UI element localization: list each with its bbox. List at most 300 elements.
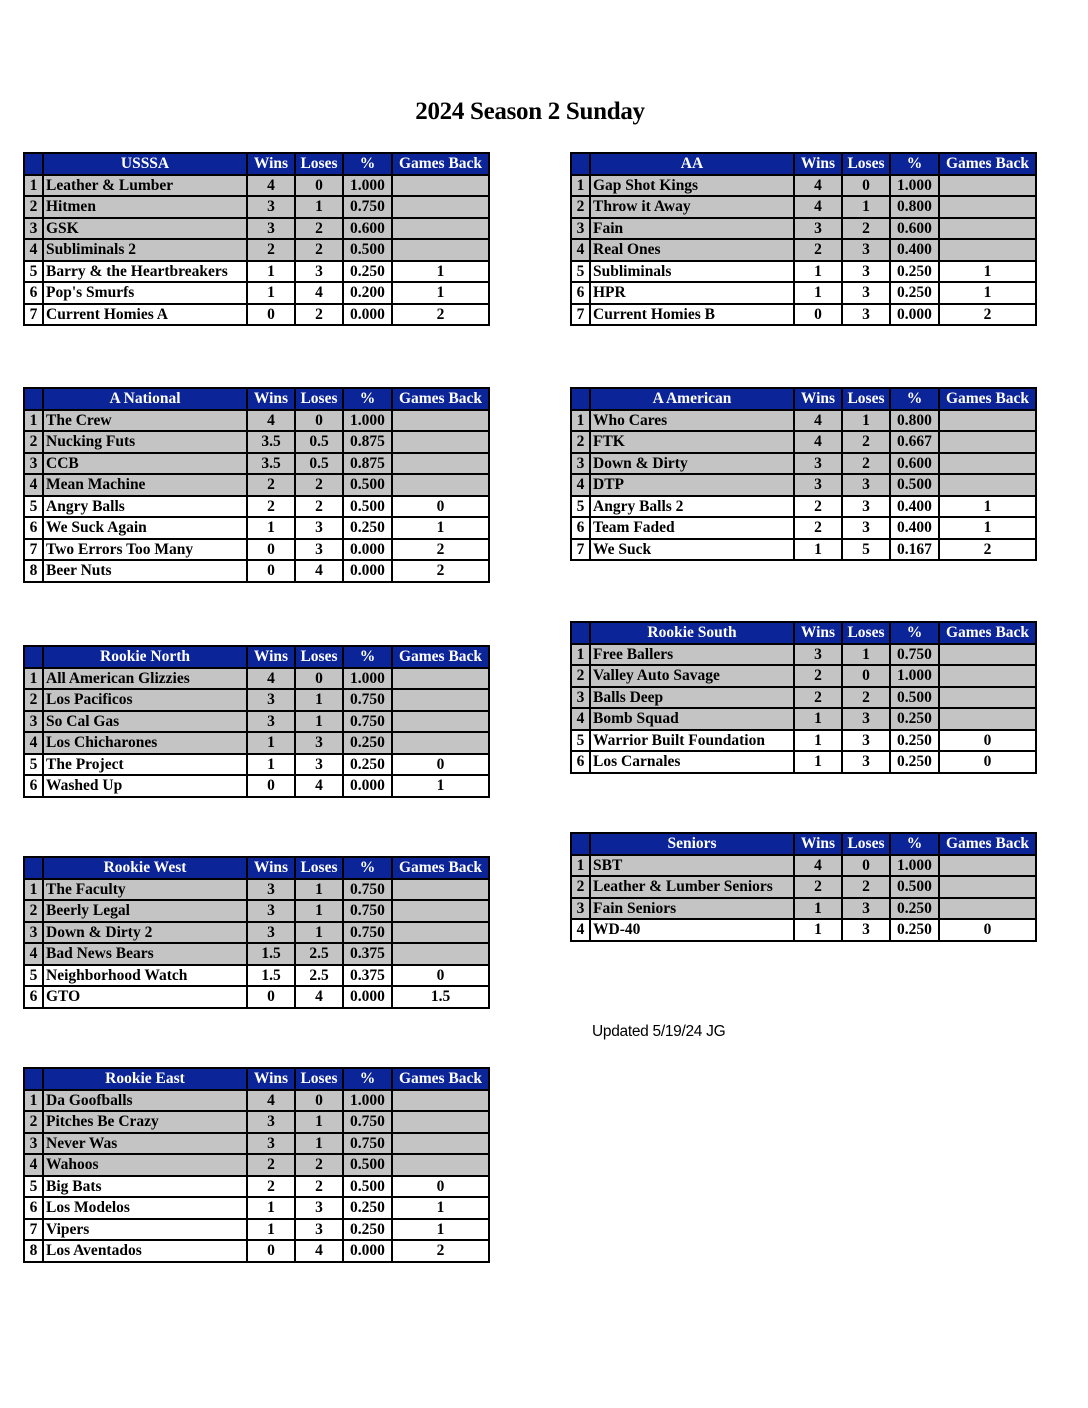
pct-cell: 0.000 <box>343 775 392 797</box>
pct-cell: 0.750 <box>343 1133 392 1155</box>
pct-cell: 0.600 <box>890 453 939 475</box>
rank-cell: 1 <box>24 410 43 432</box>
loses-cell: 4 <box>295 282 343 304</box>
team-name-cell: Los Chicharones <box>43 732 247 754</box>
wins-cell: 4 <box>794 196 842 218</box>
loses-cell: 2 <box>295 1154 343 1176</box>
games-back-cell <box>392 175 489 197</box>
rank-cell: 1 <box>24 175 43 197</box>
table-row <box>24 304 489 326</box>
table-row <box>24 196 489 218</box>
team-name-cell: Who Cares <box>590 410 794 432</box>
rank-cell: 1 <box>571 410 590 432</box>
standings-table <box>570 832 1037 942</box>
wins-cell: 4 <box>794 175 842 197</box>
games-back-cell: 1 <box>392 775 489 797</box>
games-back-cell <box>392 1154 489 1176</box>
pct-cell: 0.750 <box>343 1111 392 1133</box>
rank-cell: 3 <box>571 687 590 709</box>
loses-cell: 1 <box>295 196 343 218</box>
division-name: Rookie North <box>43 646 247 668</box>
pct-cell: 0.250 <box>343 517 392 539</box>
team-name-cell: We Suck Again <box>43 517 247 539</box>
division-name: USSSA <box>43 153 247 175</box>
loses-cell: 2 <box>842 876 890 898</box>
table-row <box>24 218 489 240</box>
team-name-cell: Never Was <box>43 1133 247 1155</box>
table-row <box>24 474 489 496</box>
games-back-cell <box>392 410 489 432</box>
wins-cell: 3 <box>794 453 842 475</box>
pct-cell: 0.500 <box>890 687 939 709</box>
loses-cell: 0 <box>842 175 890 197</box>
wins-header: Wins <box>794 833 842 855</box>
team-name-cell: So Cal Gas <box>43 711 247 733</box>
table-row <box>571 876 1036 898</box>
loses-cell: 3 <box>295 754 343 776</box>
team-name-cell: Subliminals <box>590 261 794 283</box>
pct-cell: 0.667 <box>890 431 939 453</box>
team-name-cell: Pop's Smurfs <box>43 282 247 304</box>
team-name-cell: Wahoos <box>43 1154 247 1176</box>
loses-header: Loses <box>295 153 343 175</box>
wins-cell: 1 <box>794 539 842 561</box>
pct-cell: 0.750 <box>343 196 392 218</box>
team-name-cell: GTO <box>43 986 247 1008</box>
team-name-cell: Current Homies B <box>590 304 794 326</box>
pct-cell: 0.250 <box>890 708 939 730</box>
table-row <box>24 517 489 539</box>
team-name-cell: DTP <box>590 474 794 496</box>
wins-cell: 1.5 <box>247 965 295 987</box>
wins-cell: 3 <box>247 900 295 922</box>
loses-cell: 4 <box>295 775 343 797</box>
rank-cell: 2 <box>571 431 590 453</box>
team-name-cell: The Faculty <box>43 879 247 901</box>
rank-cell: 4 <box>571 708 590 730</box>
wins-cell: 1 <box>247 1197 295 1219</box>
rank-header <box>571 833 590 855</box>
rank-cell: 7 <box>571 539 590 561</box>
wins-cell: 4 <box>247 175 295 197</box>
pct-cell: 0.750 <box>890 644 939 666</box>
table-row <box>571 751 1036 773</box>
team-name-cell: Los Aventados <box>43 1240 247 1262</box>
loses-cell: 3 <box>842 474 890 496</box>
loses-cell: 3 <box>842 282 890 304</box>
team-name-cell: Bad News Bears <box>43 943 247 965</box>
games-back-cell <box>392 668 489 690</box>
pct-cell: 0.750 <box>343 689 392 711</box>
pct-header: % <box>343 153 392 175</box>
team-name-cell: Fain Seniors <box>590 898 794 920</box>
pct-header: % <box>890 153 939 175</box>
loses-cell: 2.5 <box>295 943 343 965</box>
games-back-cell <box>939 876 1036 898</box>
games-back-header: Games Back <box>939 153 1036 175</box>
rank-cell: 5 <box>24 261 43 283</box>
team-name-cell: Hitmen <box>43 196 247 218</box>
loses-cell: 0 <box>842 665 890 687</box>
table-row <box>24 965 489 987</box>
wins-cell: 3 <box>247 879 295 901</box>
rank-cell: 5 <box>24 965 43 987</box>
rank-cell: 6 <box>24 775 43 797</box>
rank-cell: 3 <box>571 453 590 475</box>
loses-cell: 0 <box>842 855 890 877</box>
rank-cell: 4 <box>24 1154 43 1176</box>
team-name-cell: The Crew <box>43 410 247 432</box>
pct-cell: 0.250 <box>343 754 392 776</box>
pct-cell: 0.167 <box>890 539 939 561</box>
pct-cell: 1.000 <box>890 175 939 197</box>
pct-cell: 0.000 <box>890 304 939 326</box>
rank-header <box>24 1068 43 1090</box>
rank-cell: 4 <box>24 474 43 496</box>
loses-cell: 2 <box>842 453 890 475</box>
rank-cell: 3 <box>24 453 43 475</box>
table-row <box>24 431 489 453</box>
loses-cell: 2 <box>295 304 343 326</box>
division-name: Rookie East <box>43 1068 247 1090</box>
rank-cell: 7 <box>24 539 43 561</box>
team-name-cell: Pitches Be Crazy <box>43 1111 247 1133</box>
team-name-cell: WD-40 <box>590 919 794 941</box>
rank-cell: 6 <box>571 517 590 539</box>
table-row <box>571 665 1036 687</box>
loses-cell: 1 <box>842 644 890 666</box>
rank-cell: 3 <box>24 922 43 944</box>
table-row <box>24 900 489 922</box>
loses-header: Loses <box>295 388 343 410</box>
loses-cell: 0.5 <box>295 453 343 475</box>
rank-cell: 2 <box>24 196 43 218</box>
wins-cell: 1 <box>247 517 295 539</box>
wins-cell: 2 <box>794 517 842 539</box>
team-name-cell: Fain <box>590 218 794 240</box>
rank-cell: 7 <box>24 304 43 326</box>
team-name-cell: HPR <box>590 282 794 304</box>
table-row <box>571 855 1036 877</box>
wins-cell: 4 <box>247 410 295 432</box>
table-row <box>571 898 1036 920</box>
table-row <box>24 1240 489 1262</box>
wins-header: Wins <box>247 646 295 668</box>
wins-header: Wins <box>247 388 295 410</box>
rank-header <box>24 153 43 175</box>
division-name: Rookie West <box>43 857 247 879</box>
standings-table <box>570 621 1037 774</box>
games-back-cell: 2 <box>939 539 1036 561</box>
standings-table <box>23 152 490 326</box>
pct-header: % <box>343 646 392 668</box>
loses-header: Loses <box>842 153 890 175</box>
rank-cell: 3 <box>24 218 43 240</box>
wins-cell: 1 <box>794 898 842 920</box>
games-back-cell: 1 <box>939 261 1036 283</box>
pct-cell: 0.250 <box>343 261 392 283</box>
rank-cell: 1 <box>571 644 590 666</box>
loses-cell: 0 <box>295 175 343 197</box>
wins-cell: 1 <box>247 261 295 283</box>
pct-header: % <box>890 833 939 855</box>
loses-cell: 2 <box>842 218 890 240</box>
games-back-cell <box>939 453 1036 475</box>
division-name: AA <box>590 153 794 175</box>
pct-cell: 0.250 <box>890 282 939 304</box>
loses-cell: 2 <box>842 431 890 453</box>
loses-cell: 3 <box>842 708 890 730</box>
rank-cell: 2 <box>24 431 43 453</box>
loses-cell: 2 <box>842 687 890 709</box>
wins-cell: 3 <box>247 218 295 240</box>
pct-cell: 0.875 <box>343 431 392 453</box>
loses-header: Loses <box>295 1068 343 1090</box>
team-name-cell: FTK <box>590 431 794 453</box>
pct-cell: 0.375 <box>343 965 392 987</box>
pct-cell: 0.750 <box>343 711 392 733</box>
table-row <box>24 261 489 283</box>
games-back-header: Games Back <box>939 622 1036 644</box>
table-row <box>24 1111 489 1133</box>
rank-header <box>571 388 590 410</box>
loses-cell: 0.5 <box>295 431 343 453</box>
loses-cell: 4 <box>295 986 343 1008</box>
loses-cell: 3 <box>842 517 890 539</box>
games-back-cell <box>939 239 1036 261</box>
wins-cell: 2 <box>247 239 295 261</box>
pct-cell: 0.750 <box>343 922 392 944</box>
wins-cell: 2 <box>794 687 842 709</box>
pct-header: % <box>343 388 392 410</box>
table-row <box>571 517 1036 539</box>
games-back-header: Games Back <box>392 153 489 175</box>
games-back-cell <box>392 879 489 901</box>
rank-cell: 3 <box>571 898 590 920</box>
team-name-cell: Barry & the Heartbreakers <box>43 261 247 283</box>
rank-cell: 4 <box>24 239 43 261</box>
games-back-cell <box>392 196 489 218</box>
games-back-cell <box>939 431 1036 453</box>
games-back-cell <box>392 431 489 453</box>
games-back-cell: 2 <box>392 539 489 561</box>
games-back-cell: 1 <box>392 282 489 304</box>
games-back-cell: 1.5 <box>392 986 489 1008</box>
loses-cell: 1 <box>295 1111 343 1133</box>
loses-cell: 3 <box>842 496 890 518</box>
rank-cell: 3 <box>24 1133 43 1155</box>
wins-cell: 2 <box>794 876 842 898</box>
team-name-cell: Vipers <box>43 1219 247 1241</box>
rank-cell: 1 <box>24 1090 43 1112</box>
games-back-header: Games Back <box>392 1068 489 1090</box>
games-back-header: Games Back <box>392 857 489 879</box>
games-back-cell: 2 <box>392 304 489 326</box>
loses-header: Loses <box>295 646 343 668</box>
rank-header <box>571 622 590 644</box>
games-back-cell: 1 <box>392 517 489 539</box>
pct-cell: 0.500 <box>890 876 939 898</box>
pct-cell: 0.500 <box>343 1176 392 1198</box>
wins-cell: 1 <box>794 751 842 773</box>
pct-cell: 0.250 <box>890 751 939 773</box>
wins-cell: 3 <box>794 644 842 666</box>
wins-cell: 1 <box>794 261 842 283</box>
team-name-cell: SBT <box>590 855 794 877</box>
games-back-cell <box>939 196 1036 218</box>
games-back-cell <box>939 855 1036 877</box>
games-back-cell: 0 <box>392 965 489 987</box>
team-name-cell: Subliminals 2 <box>43 239 247 261</box>
wins-cell: 0 <box>247 775 295 797</box>
rank-cell: 6 <box>24 1197 43 1219</box>
wins-cell: 0 <box>247 539 295 561</box>
wins-cell: 3 <box>247 711 295 733</box>
team-name-cell: Los Pacificos <box>43 689 247 711</box>
rank-cell: 5 <box>24 496 43 518</box>
games-back-cell: 0 <box>392 496 489 518</box>
loses-cell: 3 <box>295 261 343 283</box>
table-row <box>24 689 489 711</box>
loses-cell: 4 <box>295 1240 343 1262</box>
loses-header: Loses <box>842 388 890 410</box>
page-title: 2024 Season 2 Sunday <box>415 98 645 125</box>
games-back-cell <box>392 218 489 240</box>
table-row <box>571 261 1036 283</box>
games-back-cell: 1 <box>939 282 1036 304</box>
rank-cell: 4 <box>571 239 590 261</box>
games-back-cell <box>939 218 1036 240</box>
pct-cell: 0.500 <box>890 474 939 496</box>
games-back-cell: 2 <box>939 304 1036 326</box>
games-back-cell <box>392 453 489 475</box>
wins-cell: 3 <box>794 218 842 240</box>
loses-header: Loses <box>842 622 890 644</box>
team-name-cell: CCB <box>43 453 247 475</box>
table-row <box>571 730 1036 752</box>
games-back-cell <box>939 708 1036 730</box>
team-name-cell: Mean Machine <box>43 474 247 496</box>
table-row <box>571 453 1036 475</box>
standings-table <box>23 645 490 798</box>
loses-header: Loses <box>295 857 343 879</box>
wins-cell: 4 <box>794 855 842 877</box>
team-name-cell: Two Errors Too Many <box>43 539 247 561</box>
table-header-row <box>571 153 1036 175</box>
loses-cell: 0 <box>295 668 343 690</box>
team-name-cell: Washed Up <box>43 775 247 797</box>
wins-cell: 3 <box>794 474 842 496</box>
wins-cell: 0 <box>247 560 295 582</box>
games-back-cell <box>939 687 1036 709</box>
table-row <box>24 732 489 754</box>
pct-cell: 0.600 <box>343 218 392 240</box>
pct-cell: 0.600 <box>890 218 939 240</box>
wins-cell: 0 <box>247 304 295 326</box>
games-back-cell: 0 <box>392 754 489 776</box>
table-row <box>24 711 489 733</box>
table-header-row <box>24 153 489 175</box>
wins-cell: 1.5 <box>247 943 295 965</box>
rank-cell: 4 <box>571 919 590 941</box>
games-back-cell: 0 <box>939 730 1036 752</box>
pct-cell: 0.000 <box>343 560 392 582</box>
rank-header <box>24 388 43 410</box>
table-row <box>24 410 489 432</box>
wins-cell: 2 <box>794 665 842 687</box>
table-row <box>571 431 1036 453</box>
games-back-cell: 0 <box>939 751 1036 773</box>
team-name-cell: Los Carnales <box>590 751 794 773</box>
loses-cell: 1 <box>295 1133 343 1155</box>
pct-cell: 0.000 <box>343 539 392 561</box>
pct-cell: 0.200 <box>343 282 392 304</box>
table-row <box>24 775 489 797</box>
games-back-cell: 1 <box>939 517 1036 539</box>
pct-cell: 1.000 <box>343 175 392 197</box>
loses-cell: 3 <box>842 898 890 920</box>
wins-header: Wins <box>247 857 295 879</box>
loses-cell: 0 <box>295 1090 343 1112</box>
games-back-cell: 0 <box>939 919 1036 941</box>
team-name-cell: Nucking Futs <box>43 431 247 453</box>
pct-cell: 0.750 <box>343 879 392 901</box>
pct-cell: 1.000 <box>343 1090 392 1112</box>
updated-note: Updated 5/19/24 JG <box>592 1023 726 1040</box>
rank-cell: 6 <box>24 282 43 304</box>
table-header-row <box>24 1068 489 1090</box>
table-row <box>571 644 1036 666</box>
pct-cell: 0.000 <box>343 986 392 1008</box>
rank-cell: 5 <box>571 730 590 752</box>
pct-cell: 0.250 <box>343 732 392 754</box>
team-name-cell: Neighborhood Watch <box>43 965 247 987</box>
pct-cell: 0.250 <box>343 1219 392 1241</box>
pct-header: % <box>343 1068 392 1090</box>
games-back-cell <box>392 900 489 922</box>
wins-cell: 1 <box>247 754 295 776</box>
rank-header <box>571 153 590 175</box>
games-back-cell: 0 <box>392 1176 489 1198</box>
loses-cell: 2 <box>295 218 343 240</box>
rank-cell: 4 <box>24 943 43 965</box>
wins-cell: 1 <box>247 732 295 754</box>
loses-cell: 1 <box>295 689 343 711</box>
rank-cell: 5 <box>24 754 43 776</box>
wins-cell: 3 <box>247 689 295 711</box>
loses-cell: 0 <box>295 410 343 432</box>
table-row <box>571 687 1036 709</box>
wins-cell: 1 <box>794 282 842 304</box>
games-back-cell <box>392 1111 489 1133</box>
rank-cell: 7 <box>24 1219 43 1241</box>
rank-cell: 5 <box>571 496 590 518</box>
table-row <box>571 474 1036 496</box>
standings-table <box>23 387 490 583</box>
standings-table <box>570 152 1037 326</box>
table-header-row <box>24 857 489 879</box>
pct-cell: 0.250 <box>890 730 939 752</box>
pct-cell: 0.800 <box>890 410 939 432</box>
wins-cell: 1 <box>247 282 295 304</box>
division-name: A National <box>43 388 247 410</box>
wins-header: Wins <box>794 388 842 410</box>
wins-cell: 2 <box>247 496 295 518</box>
table-row <box>24 539 489 561</box>
wins-header: Wins <box>247 153 295 175</box>
team-name-cell: Angry Balls 2 <box>590 496 794 518</box>
loses-cell: 3 <box>842 304 890 326</box>
